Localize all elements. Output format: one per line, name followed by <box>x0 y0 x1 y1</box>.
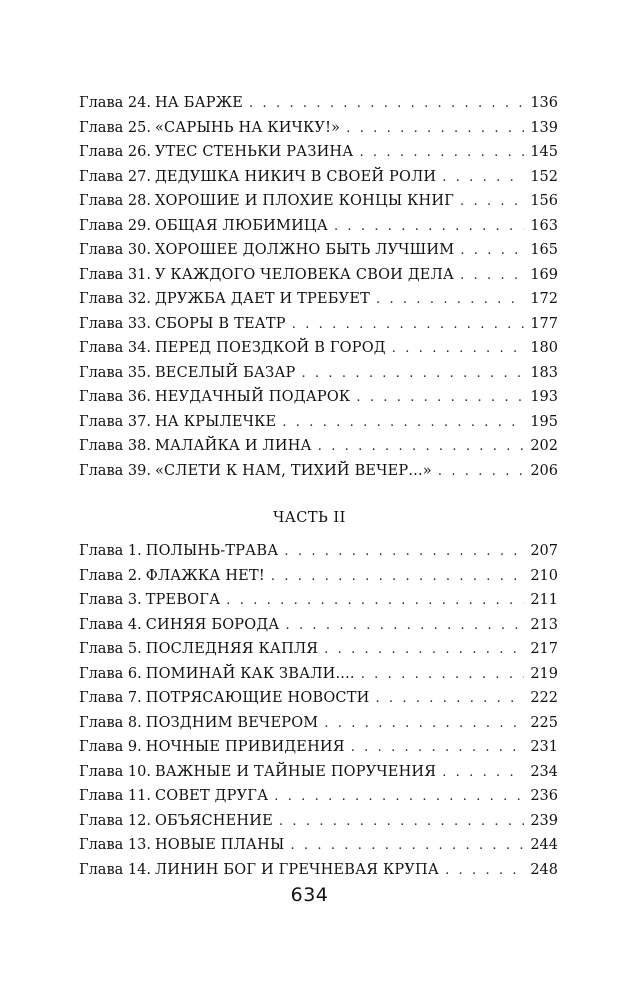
chapter-number: Глава 30. <box>79 242 151 258</box>
toc-entry <box>79 116 558 141</box>
chapter-page-number: 234 <box>530 763 558 780</box>
toc-entry <box>79 784 558 809</box>
toc-part-2 <box>79 539 558 882</box>
chapter-number: Глава 11. <box>79 788 151 804</box>
dot-leader <box>359 141 524 166</box>
chapter-number: Глава 34. <box>79 340 151 356</box>
chapter-page-number: 206 <box>530 462 558 479</box>
chapter-number: Глава 37. <box>79 413 151 430</box>
chapter-number: Глава 33. <box>79 315 151 332</box>
chapter-number: Глава 35. <box>79 364 151 381</box>
toc-entry <box>79 613 558 638</box>
chapter-title: ФЛАЖКА НЕТ! <box>145 567 265 584</box>
chapter-title: НОВЫЕ ПЛАНЫ <box>154 837 285 853</box>
dot-leader <box>392 337 524 362</box>
dot-leader <box>324 638 524 663</box>
chapter-title: ВАЖНЫЕ И ТАЙНЫЕ ПОРУЧЕНИЯ <box>154 763 437 780</box>
chapter-number: Глава 3. <box>79 592 142 608</box>
chapter-page-number: 193 <box>530 389 558 405</box>
toc-entry <box>79 459 558 484</box>
chapter-title: ОБЩАЯ ЛЮБИМИЦА <box>154 217 328 234</box>
chapter-number: Глава 27. <box>79 168 151 185</box>
chapter-number: Глава 13. <box>79 837 151 853</box>
toc-entry <box>79 686 558 711</box>
dot-leader <box>249 92 524 117</box>
chapter-number: Глава 9. <box>79 739 142 755</box>
chapter-page-number: 156 <box>530 193 558 209</box>
chapter-page-number: 172 <box>530 291 558 307</box>
toc-entry <box>79 238 558 263</box>
chapter-number: Глава 38. <box>79 438 151 454</box>
chapter-page-number: 195 <box>530 413 558 430</box>
chapter-page-number: 219 <box>530 665 558 682</box>
dot-leader <box>346 117 524 142</box>
chapter-page-number: 180 <box>530 340 558 356</box>
chapter-title: УТЕС СТЕНЬКИ РАЗИНА <box>154 144 354 160</box>
dot-leader <box>442 166 524 191</box>
chapter-page-number: 236 <box>530 788 558 804</box>
chapter-title: У КАЖДОГО ЧЕЛОВЕКА СВОИ ДЕЛА <box>154 266 455 283</box>
chapter-page-number: 244 <box>530 837 558 853</box>
chapter-title: ОБЪЯСНЕНИЕ <box>154 812 273 829</box>
chapter-page-number: 202 <box>530 438 558 454</box>
chapter-title: СБОРЫ В ТЕАТР <box>154 315 286 332</box>
chapter-page-number: 169 <box>530 266 558 283</box>
dot-leader <box>271 565 524 590</box>
toc-entry <box>79 760 558 785</box>
dot-leader <box>290 834 524 859</box>
chapter-page-number: 145 <box>530 144 558 160</box>
chapter-title: ПОЗДНИМ ВЕЧЕРОМ <box>145 714 319 731</box>
chapter-title: ПОСЛЕДНЯЯ КАПЛЯ <box>145 641 319 657</box>
chapter-title: ПОЛЫНЬ-ТРАВА <box>145 543 279 559</box>
toc-entry <box>79 140 558 165</box>
chapter-title: НА БАРЖЕ <box>154 95 244 111</box>
toc-entry <box>79 637 558 662</box>
chapter-page-number: 225 <box>530 714 558 731</box>
dot-leader <box>460 264 524 289</box>
dot-leader <box>226 589 524 614</box>
dot-leader <box>351 736 524 761</box>
dot-leader <box>284 540 524 565</box>
chapter-title: ХОРОШИЕ И ПЛОХИЕ КОНЦЫ КНИГ <box>154 193 455 209</box>
chapter-title: ПОМИНАЙ КАК ЗВАЛИ.... <box>145 665 355 682</box>
toc-entry <box>79 858 558 883</box>
chapter-title: ПОТРЯСАЮЩИЕ НОВОСТИ <box>145 690 370 706</box>
chapter-title: «СЛЕТИ К НАМ, ТИХИЙ ВЕЧЕР...» <box>154 462 432 479</box>
dot-leader <box>318 435 524 460</box>
toc-entry <box>79 410 558 435</box>
toc-entry <box>79 312 558 337</box>
chapter-title: «САРЫНЬ НА КИЧКУ!» <box>154 119 341 136</box>
chapter-page-number: 163 <box>530 217 558 234</box>
toc-entry <box>79 588 558 613</box>
chapter-page-number: 222 <box>530 690 558 706</box>
toc-entry <box>79 711 558 736</box>
toc-entry <box>79 361 558 386</box>
toc-entry <box>79 91 558 116</box>
chapter-number: Глава 10. <box>79 763 151 780</box>
chapter-number: Глава 4. <box>79 616 142 633</box>
dot-leader <box>334 215 524 240</box>
dot-leader <box>282 411 524 436</box>
dot-leader <box>460 239 524 264</box>
chapter-number: Глава 12. <box>79 812 151 829</box>
chapter-title: ВЕСЕЛЫЙ БАЗАР <box>154 364 296 381</box>
toc-entry <box>79 809 558 834</box>
toc-entry <box>79 214 558 239</box>
toc-entry <box>79 662 558 687</box>
page-number: 634 <box>290 884 329 906</box>
dot-leader <box>375 687 524 712</box>
chapter-number: Глава 28. <box>79 193 151 209</box>
dot-leader <box>279 810 524 835</box>
dot-leader <box>356 386 524 411</box>
toc-part-1 <box>79 91 558 483</box>
dot-leader <box>302 362 525 387</box>
dot-leader <box>445 859 524 884</box>
chapter-number: Глава 36. <box>79 389 151 405</box>
chapter-number: Глава 39. <box>79 462 151 479</box>
dot-leader <box>376 288 524 313</box>
chapter-title: СОВЕТ ДРУГА <box>154 788 269 804</box>
toc-entry <box>79 833 558 858</box>
toc-entry <box>79 165 558 190</box>
chapter-page-number: 165 <box>530 242 558 258</box>
toc-entry <box>79 189 558 214</box>
toc-entry <box>79 539 558 564</box>
chapter-number: Глава 29. <box>79 217 151 234</box>
toc-entry <box>79 287 558 312</box>
chapter-number: Глава 5. <box>79 641 142 657</box>
chapter-number: Глава 7. <box>79 690 142 706</box>
chapter-page-number: 213 <box>530 616 558 633</box>
dot-leader <box>324 712 524 737</box>
chapter-number: Глава 32. <box>79 291 151 307</box>
chapter-number: Глава 25. <box>79 119 151 136</box>
chapter-number: Глава 14. <box>79 861 151 878</box>
chapter-page-number: 139 <box>530 119 558 136</box>
chapter-number: Глава 24. <box>79 95 151 111</box>
dot-leader <box>438 460 524 485</box>
chapter-page-number: 231 <box>530 739 558 755</box>
part-heading: ЧАСТЬ II <box>273 510 346 526</box>
chapter-page-number: 207 <box>530 543 558 559</box>
dot-leader <box>274 785 524 810</box>
dot-leader <box>286 614 525 639</box>
chapter-title: МАЛАЙКА И ЛИНА <box>154 438 312 454</box>
chapter-number: Глава 2. <box>79 567 142 584</box>
chapter-title: ТРЕВОГА <box>145 592 221 608</box>
chapter-page-number: 183 <box>530 364 558 381</box>
chapter-page-number: 210 <box>530 567 558 584</box>
chapter-page-number: 211 <box>530 592 558 608</box>
chapter-number: Глава 26. <box>79 144 151 160</box>
toc-entry <box>79 564 558 589</box>
chapter-title: НЕУДАЧНЫЙ ПОДАРОК <box>154 389 351 405</box>
toc-entry <box>79 385 558 410</box>
chapter-number: Глава 8. <box>79 714 142 731</box>
chapter-page-number: 177 <box>530 315 558 332</box>
chapter-title: ПЕРЕД ПОЕЗДКОЙ В ГОРОД <box>154 340 386 356</box>
dot-leader <box>361 663 524 688</box>
chapter-number: Глава 6. <box>79 665 142 682</box>
chapter-page-number: 136 <box>530 95 558 111</box>
dot-leader <box>460 190 524 215</box>
dot-leader <box>292 313 524 338</box>
chapter-title: ЛИНИН БОГ И ГРЕЧНЕВАЯ КРУПА <box>154 861 440 878</box>
toc-entry <box>79 735 558 760</box>
chapter-page-number: 239 <box>530 812 558 829</box>
dot-leader <box>442 761 524 786</box>
chapter-page-number: 248 <box>530 861 558 878</box>
chapter-title: НОЧНЫЕ ПРИВИДЕНИЯ <box>145 739 345 755</box>
chapter-page-number: 152 <box>530 168 558 185</box>
chapter-title: ДЕДУШКА НИКИЧ В СВОЕЙ РОЛИ <box>154 168 437 185</box>
toc-entry <box>79 336 558 361</box>
chapter-title: ДРУЖБА ДАЕТ И ТРЕБУЕТ <box>154 291 370 307</box>
chapter-number: Глава 1. <box>79 543 142 559</box>
chapter-title: СИНЯЯ БОРОДА <box>145 616 280 633</box>
chapter-page-number: 217 <box>530 641 558 657</box>
chapter-title: НА КРЫЛЕЧКЕ <box>154 413 277 430</box>
toc-entry <box>79 263 558 288</box>
chapter-title: ХОРОШЕЕ ДОЛЖНО БЫТЬ ЛУЧШИМ <box>154 242 455 258</box>
chapter-number: Глава 31. <box>79 266 151 283</box>
toc-entry <box>79 434 558 459</box>
